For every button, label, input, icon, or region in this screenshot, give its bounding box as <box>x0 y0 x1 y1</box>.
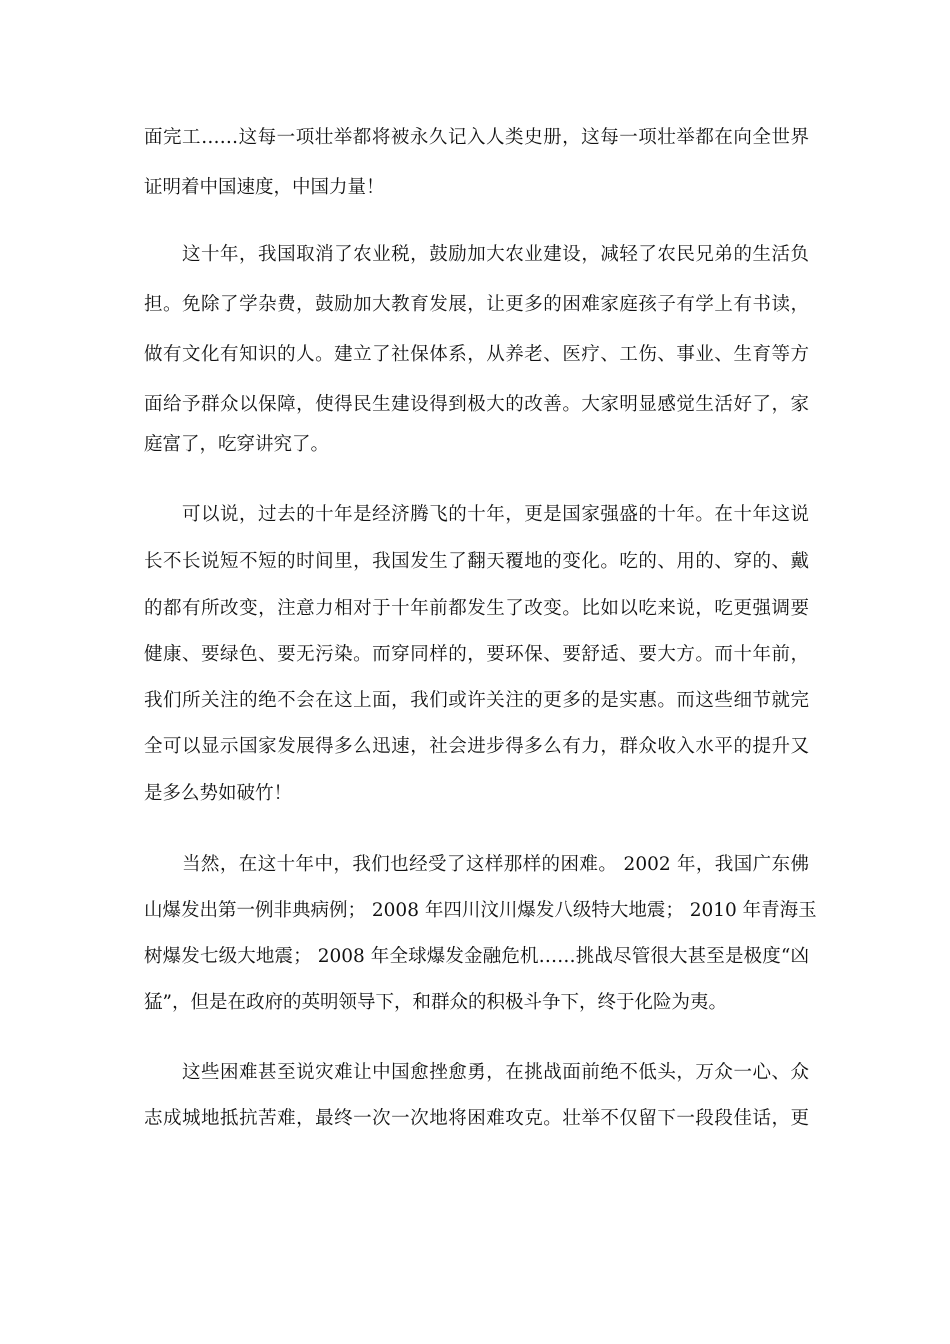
text-line: 我们所关注的绝不会在这上面，我们或许关注的更多的是实惠。而这些细节就完 <box>144 690 809 711</box>
text-line: 这些困难甚至说灾难让中国愈挫愈勇，在挑战面前绝不低头，万众一心、众 <box>182 1062 809 1083</box>
text-line: 长不长说短不短的时间里，我国发生了翻天覆地的变化。吃的、用的、穿的、戴 <box>144 551 809 572</box>
text-line: 担。免除了学杂费，鼓励加大教育发展，让更多的困难家庭孩子有学上有书读， <box>144 294 809 315</box>
text-line: 的都有所改变，注意力相对于十年前都发生了改变。比如以吃来说，吃更强调要 <box>144 598 809 619</box>
text-line: 志成城地抵抗苦难，最终一次一次地将困难攻克。壮举不仅留下一段段佳话，更 <box>144 1108 809 1129</box>
text-line: 树爆发七级大地震； 2008 年全球爆发金融危机……挑战尽管很大甚至是极度“凶 <box>144 946 809 967</box>
text-line: 证明着中国速度，中国力量！ <box>144 177 385 198</box>
text-line: 面给予群众以保障，使得民生建设得到极大的改善。大家明显感觉生活好了，家 <box>144 394 809 415</box>
text-line: 面完工……这每一项壮举都将被永久记入人类史册，这每一项壮举都在向全世界 <box>144 127 809 148</box>
text-line: 可以说，过去的十年是经济腾飞的十年，更是国家强盛的十年。在十年这说 <box>182 504 809 525</box>
text-line: 猛”，但是在政府的英明领导下，和群众的积极斗争下，终于化险为夷。 <box>144 992 727 1013</box>
text-line: 做有文化有知识的人。建立了社保体系，从养老、医疗、工伤、事业、生育等方 <box>144 344 809 365</box>
text-line: 庭富了，吃穿讲究了。 <box>144 434 330 455</box>
text-line: 全可以显示国家发展得多么迅速，社会进步得多么有力，群众收入水平的提升又 <box>144 736 809 757</box>
text-line: 这十年，我国取消了农业税，鼓励加大农业建设，减轻了农民兄弟的生活负 <box>182 244 809 265</box>
text-line: 是多么势如破竹！ <box>144 783 293 804</box>
text-line: 山爆发出第一例非典病例； 2008 年四川汶川爆发八级特大地震； 2010 年青海玉 <box>144 900 817 921</box>
text-line: 当然，在这十年中，我们也经受了这样那样的困难。 2002 年，我国广东佛 <box>182 854 809 875</box>
text-line: 健康、要绿色、要无污染。而穿同样的，要环保、要舒适、要大方。而十年前， <box>144 644 809 665</box>
